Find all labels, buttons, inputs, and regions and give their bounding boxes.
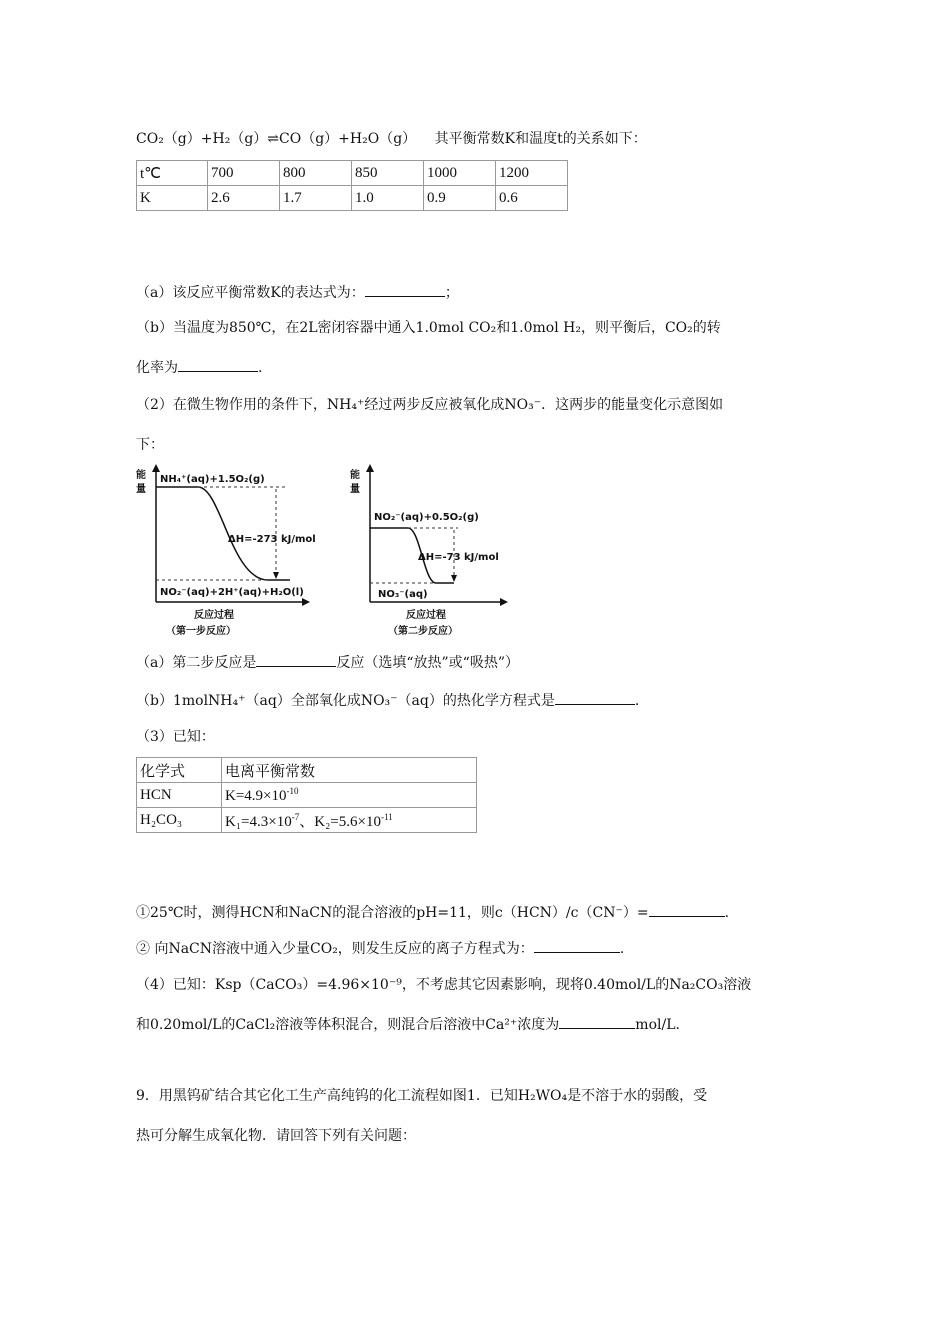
answer-blank[interactable] xyxy=(534,940,620,953)
h2co3-k2-exponent: -11 xyxy=(380,811,393,822)
q3-intro: （3）已知： xyxy=(136,729,215,745)
answer-blank[interactable] xyxy=(256,654,336,667)
table-cell: 1000 xyxy=(424,161,496,186)
table-cell: 1.7 xyxy=(280,186,352,211)
y-axis-label: 量 xyxy=(136,484,146,495)
k-temperature-table xyxy=(136,160,568,211)
table-cell: t℃ xyxy=(137,161,208,186)
q4-cont-line xyxy=(136,1014,680,1034)
q4-cont: 和0.20mol/L的CaCl₂溶液等体积混合，则混合后溶液中Ca²⁺浓度为 xyxy=(136,1017,560,1033)
q1b-cont-line xyxy=(136,357,262,377)
q3-item2: ② 向NaCN溶液中通入少量CO₂，则发生反应的离子方程式为： xyxy=(136,941,534,957)
answer-blank[interactable] xyxy=(365,284,445,297)
energy-diagram xyxy=(136,462,516,642)
y-axis-label: 能 xyxy=(350,470,360,481)
q1b-text: （b）当温度为850℃，在2L密闭容器中通入1.0mol CO₂和1.0mol H₂，则平衡后，CO₂的转 xyxy=(136,320,721,336)
q2-intro-cont: 下： xyxy=(136,437,164,453)
q3-item2-tail: . xyxy=(619,941,625,957)
q4-line xyxy=(136,974,751,994)
q4-tail: mol/L. xyxy=(635,1017,680,1033)
q9-cont-line xyxy=(136,1125,416,1145)
q1a-line xyxy=(136,282,459,302)
step2-panel xyxy=(350,464,508,637)
step1-xlabel: 反应过程 xyxy=(194,610,234,621)
table-cell: HCN xyxy=(137,783,222,808)
step2-bottom-label: NO₃⁻(aq) xyxy=(378,589,428,600)
step1-dh-label: ΔH=-273 kJ/mol xyxy=(228,534,316,545)
q2-intro: （2）在微生物作用的条件下，NH₄⁺经过两步反应被氧化成NO₃⁻．这两步的能量变化示意图如 xyxy=(136,397,724,413)
step1-bottom-label: NO₂⁻(aq)+2H⁺(aq)+H₂O(l) xyxy=(160,587,304,598)
table-cell xyxy=(222,808,477,833)
table-header-cell: 化学式 xyxy=(137,758,222,783)
table-cell: 0.9 xyxy=(424,186,496,211)
q1b-tail: . xyxy=(258,360,263,376)
step2-caption: （第二步反应） xyxy=(388,626,458,637)
intro-relation: 其平衡常数K和温度t的关系如下： xyxy=(434,131,647,147)
table-cell: 1.0 xyxy=(352,186,424,211)
q3-item1-line xyxy=(136,902,729,922)
q1b-line xyxy=(136,317,721,337)
step2-xlabel: 反应过程 xyxy=(406,610,446,621)
h2co3-k1-value: K₁=4.3×10 xyxy=(225,813,292,830)
reaction-equation: CO₂（g）+H₂（g）⇌CO（g）+H₂O（g） xyxy=(136,131,417,147)
q3-item1: ①25℃时，测得HCN和NaCN的混合溶液的pH=11，则c（HCN）/c（CN⁻）= xyxy=(136,905,649,921)
q2-intro-line xyxy=(136,394,723,414)
q3-item2-line xyxy=(136,938,624,958)
h2co3-k2-value: 、K₂=5.6×10 xyxy=(299,813,381,830)
answer-blank[interactable] xyxy=(559,1016,635,1029)
q3-item1-tail: . xyxy=(724,905,730,921)
q2-intro-cont-line xyxy=(136,434,164,454)
q2a-line xyxy=(136,652,519,672)
q4-text: （4）已知：Ksp（CaCO₃）=4.96×10⁻⁹，不考虑其它因素影响，现将0.40mol/L的Na₂CO₃溶液 xyxy=(136,977,752,993)
step2-top-label: NO₂⁻(aq)+0.5O₂(g) xyxy=(374,512,479,523)
table-row xyxy=(137,808,477,833)
q2a-text: （a）第二步反应是 xyxy=(136,655,257,671)
table-header-cell: 电离平衡常数 xyxy=(222,758,477,783)
answer-blank[interactable] xyxy=(649,904,725,917)
y-axis-label: 能 xyxy=(136,470,146,481)
table-cell: 1200 xyxy=(496,161,568,186)
table-cell xyxy=(222,783,477,808)
q1a-text: （a）该反应平衡常数K的表达式为： xyxy=(136,285,365,301)
step2-dh-label: ΔH=-73 kJ/mol xyxy=(418,552,499,563)
q2b-line xyxy=(136,690,639,710)
q9-line xyxy=(136,1085,707,1105)
q3-intro-line xyxy=(136,726,215,746)
step1-caption: （第一步反应） xyxy=(166,626,236,637)
table-cell: 700 xyxy=(208,161,280,186)
step1-panel xyxy=(136,464,316,637)
hcn-k-exponent: -10 xyxy=(286,785,299,796)
h2co3-k1-exponent: -7 xyxy=(291,811,300,822)
q1b-cont: 化率为 xyxy=(136,360,178,376)
hcn-k-value: K=4.9×10 xyxy=(225,787,287,804)
table-cell: H₂CO₃ xyxy=(137,808,222,833)
q2a-tail: 反应（选填“放热”或“吸热”） xyxy=(336,655,519,671)
ionization-constant-table xyxy=(136,757,477,833)
q9-text: 9．用黑钨矿结合其它化工生产高纯钨的化工流程如图1．已知H₂WO₄是不溶于水的弱酸，受 xyxy=(136,1088,708,1104)
table-row xyxy=(137,783,477,808)
table-cell: 850 xyxy=(352,161,424,186)
table-row xyxy=(137,758,477,783)
y-axis-label: 量 xyxy=(350,484,360,495)
q9-cont: 热可分解生成氧化物．请回答下列有关问题： xyxy=(136,1128,416,1144)
q2b-text: （b）1molNH₄⁺（aq）全部氧化成NO₃⁻（aq）的热化学方程式是 xyxy=(136,693,555,709)
q2b-tail: . xyxy=(634,693,640,709)
answer-blank[interactable] xyxy=(555,692,635,705)
table-cell: K xyxy=(137,186,208,211)
q1a-tail: ； xyxy=(444,285,459,301)
table-cell: 2.6 xyxy=(208,186,280,211)
answer-blank[interactable] xyxy=(178,359,258,372)
step1-top-label: NH₄⁺(aq)+1.5O₂(g) xyxy=(160,474,265,485)
table-cell: 800 xyxy=(280,161,352,186)
table-cell: 0.6 xyxy=(496,186,568,211)
intro-line xyxy=(136,128,647,148)
table-row xyxy=(137,186,568,211)
table-row xyxy=(137,161,568,186)
